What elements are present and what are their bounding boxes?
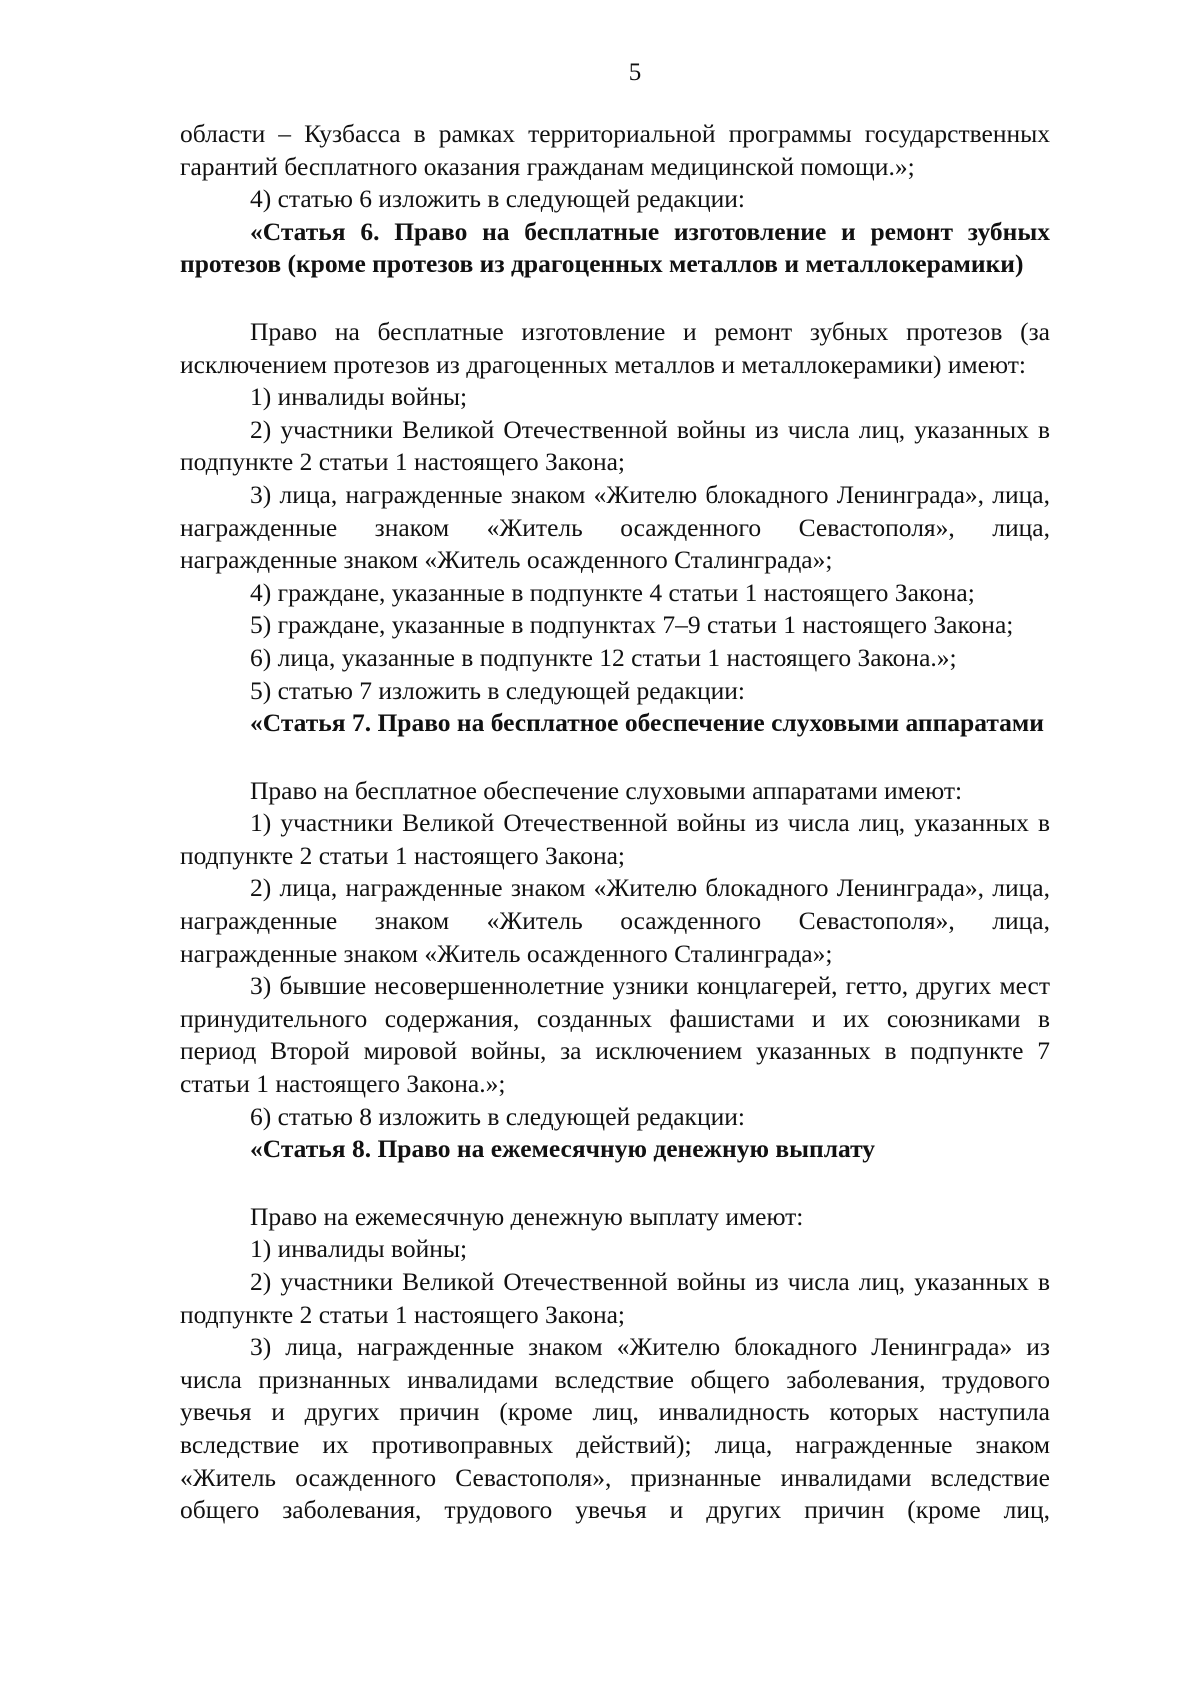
article-6-item-1: 1) инвалиды войны; <box>250 382 468 412</box>
article-8-intro: Право на ежемесячную денежную выплату имеют: <box>250 1201 804 1231</box>
article-7-intro: Право на бесплатное обеспечение слуховыми аппаратами имеют: <box>250 775 963 805</box>
article-6-item-4: 4) граждане, указанные в подпункте 4 статьи 1 настоящего Закона; <box>250 577 975 607</box>
article-6-item-5: 5) граждане, указанные в подпунктах 7–9 статьи 1 настоящего Закона; <box>250 610 1014 640</box>
document-body <box>180 118 1050 1527</box>
article-8-item-3: 3) лица, награжденные знаком «Жителю блокадного Ленинграда» из числа признанных инвалидами вследствие общего заболевания, трудового увечья и других причин (кроме лиц, инвалидность которых наступила вследствие их противоправных действий); лица, награжденные знаком «Житель осажденного Севастополя», признанные инвалидами вследствие общего заболевания, трудового увечья и других причин (кроме лиц, <box>180 1332 1050 1525</box>
article-8-heading: «Статья 8. Право на ежемесячную денежную выплату <box>250 1134 876 1164</box>
article-6-item-2: 2) участники Великой Отечественной войны из числа лиц, указанных в подпункте 2 статьи 1 настоящего Закона; <box>180 414 1050 477</box>
amendment-item-5: 5) статью 7 изложить в следующей редакции: <box>250 675 745 705</box>
article-7-item-1: 1) участники Великой Отечественной войны из числа лиц, указанных в подпункте 2 статьи 1 настоящего Закона; <box>180 808 1050 870</box>
page-number: 5 <box>628 59 642 86</box>
article-7-item-3: 3) бывшие несовершеннолетние узники концлагерей, гетто, других мест принудительного содержания, созданных фашистами и их союзниками в период Второй мировой войны, за исключением указанных в подпункте 7 статьи 1 настоящего Закона.»; <box>180 971 1050 1099</box>
article-7-item-2: 2) лица, награжденные знаком «Жителю блокадного Ленинграда», лица, награжденные знаком «Житель осажденного Севастополя», лица, награжденные знаком «Житель осажденного Сталинграда»; <box>180 873 1050 968</box>
paragraph-continuation: области – Кузбасса в рамках территориальной программы государственных гарантий бесплатного оказания гражданам медицинской помощи.»; <box>180 119 1050 181</box>
article-6-item-3: 3) лица, награжденные знаком «Жителю блокадного Ленинграда», лица, награжденные знаком «Житель осажденного Севастополя», лица, награжденные знаком «Житель осажденного Сталинграда»; <box>180 479 1050 575</box>
article-6-heading: «Статья 6. Право на бесплатные изготовление и ремонт зубных протезов (кроме протезов из драгоценных металлов и металлокерамики) <box>180 216 1050 279</box>
article-6-item-6: 6) лица, указанные в подпункте 12 статьи 1 настоящего Закона.»; <box>250 642 957 672</box>
amendment-item-6: 6) статью 8 изложить в следующей редакции: <box>250 1101 745 1131</box>
article-6-intro: Право на бесплатные изготовление и ремонт зубных протезов (за исключением протезов из драгоценных металлов и металлокерамики) имеют: <box>180 316 1050 379</box>
amendment-item-4: 4) статью 6 изложить в следующей редакции: <box>250 184 745 214</box>
article-7-heading: «Статья 7. Право на бесплатное обеспечение слуховыми аппаратами <box>250 708 1044 738</box>
article-8-item-1: 1) инвалиды войны; <box>250 1234 468 1264</box>
article-8-item-2: 2) участники Великой Отечественной войны из числа лиц, указанных в подпункте 2 статьи 1 настоящего Закона; <box>180 1267 1050 1329</box>
